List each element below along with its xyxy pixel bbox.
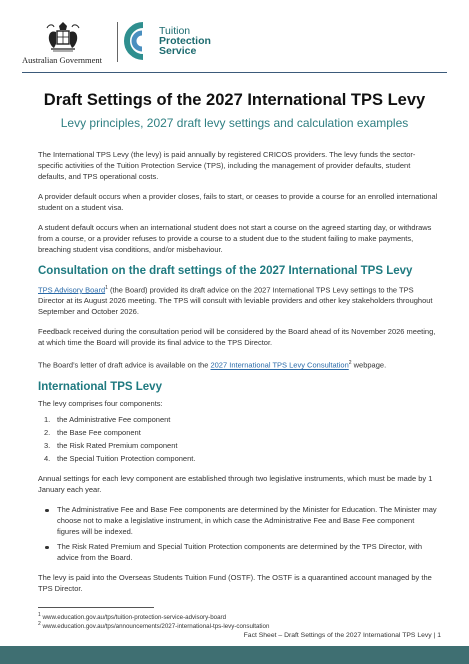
intro-paragraph-2: A provider default occurs when a provider closes, fails to start, or ceases to provide a course for an enrolled international student on a student visa. <box>38 191 438 212</box>
consultation-p3-pre: The Board’s letter of draft advice is available on the <box>38 360 211 370</box>
consultation-paragraph-3 <box>38 358 438 371</box>
list-number: 4. <box>44 453 51 463</box>
levy-components-list <box>38 413 438 465</box>
tps-name-line2: Protection <box>159 35 211 47</box>
header-rule <box>22 72 447 73</box>
annual-settings-paragraph: Annual settings for each levy component are established through two legislative instruments, which must be made by 1 January each year. <box>38 473 433 494</box>
tps-name <box>159 26 211 56</box>
consultation-paragraph-2: Feedback received during the consultation period will be considered by the Board ahead of its November 2026 meeting, at which time the Board will provide its final advice to the TPS Director. <box>38 327 436 348</box>
main-content <box>38 150 438 604</box>
footnote-ref-2: 2 <box>348 360 352 367</box>
logo-divider <box>117 22 118 62</box>
levy-heading: International TPS Levy <box>38 381 162 394</box>
footnote-rule <box>38 607 154 608</box>
list-number: 1. <box>44 414 51 424</box>
page-title: Draft Settings of the 2027 International TPS Levy <box>43 91 426 109</box>
page-footer: Fact Sheet – Draft Settings of the 2027 International TPS Levy | 1 <box>243 632 441 639</box>
list-item <box>38 439 438 452</box>
tps-name-line1: Tuition <box>159 25 191 37</box>
list-item-text: The Risk Rated Premium and Special Tuition Protection components are determined by the TPS Director, with advice from the Board. <box>57 542 423 563</box>
list-item <box>38 413 438 426</box>
levy-bullets-list <box>38 505 438 564</box>
intro-paragraph-1: The International TPS Levy (the levy) is paid annually by registered CRICOS providers. The levy funds the sector-specific activities of the Tuition Protection Service (TPS), including the management of provider defaults, student defaults, and TPS operational costs. <box>38 150 416 181</box>
footnote-text: www.education.gov.au/tps/tuition-protection-service-advisory-board <box>42 614 227 622</box>
list-number: 2. <box>44 427 51 437</box>
list-item <box>38 505 438 537</box>
consultation-heading: Consultation on the draft settings of the 2027 International TPS Levy <box>38 264 413 277</box>
footnote-1 <box>38 612 226 621</box>
tps-name-line3: Service <box>159 45 197 57</box>
footnote-2 <box>38 621 269 630</box>
footnote-text: www.education.gov.au/tps/announcements/2027-international-tps-levy-consultation <box>42 623 270 631</box>
list-item-text: the Base Fee component <box>57 427 141 437</box>
levy-intro: The levy comprises four components: <box>38 399 163 409</box>
list-item-text: the Special Tuition Protection component. <box>57 453 196 463</box>
list-item-text: the Administrative Fee component <box>57 414 171 424</box>
list-item-text: The Administrative Fee and Base Fee components are determined by the Minister for Education. The Minister may choose not to make a legislative instrument, in which case the Administrative Fee and Base Fee component figures will be indexed. <box>57 505 437 536</box>
levy-consultation-link[interactable]: 2027 International TPS Levy Consultation <box>210 360 349 370</box>
consultation-p3-post: webpage. <box>351 360 387 370</box>
consultation-p1-text: (the Board) provided its draft advice on the 2027 International TPS Levy settings to the TPS Director at its August 2026 meeting. The TPS will consult with leviable providers and other key stakeholders throughout September and October 2026. <box>38 285 433 316</box>
intro-paragraph-3: A student default occurs when an international student does not start a course on the agreed starting day, or withdraws from a course, or a provider refuses to provide a course to a student due to the student failing to make payments, breaching student visa conditions, and/or misbehaviour. <box>38 222 432 254</box>
list-item <box>38 452 438 465</box>
bottom-color-bar <box>0 646 469 664</box>
footnote-number: 1 <box>38 612 41 618</box>
bullet-icon <box>45 509 49 513</box>
tps-advisory-board-link[interactable]: TPS Advisory Board <box>38 285 106 295</box>
page-subtitle: Levy principles, 2027 draft levy settings and calculation examples <box>60 116 409 130</box>
list-item-text: the Risk Rated Premium component <box>57 440 178 450</box>
australian-government-logo <box>22 20 108 66</box>
footnote-number: 2 <box>38 621 41 627</box>
ostf-paragraph: The levy is paid into the Overseas Students Tuition Fund (OSTF). The OSTF is a quarantined account managed by the TPS Director. <box>38 573 432 593</box>
footnote-ref-1: 1 <box>105 284 108 291</box>
bullet-icon <box>45 546 49 550</box>
tps-logo-icon <box>121 21 151 61</box>
list-item <box>38 426 438 439</box>
government-name: Australian Government <box>22 55 103 65</box>
list-number: 3. <box>44 440 51 450</box>
page-header <box>22 20 447 66</box>
consultation-paragraph-1 <box>38 283 438 318</box>
list-item <box>38 542 438 564</box>
coat-of-arms-icon <box>43 20 83 52</box>
